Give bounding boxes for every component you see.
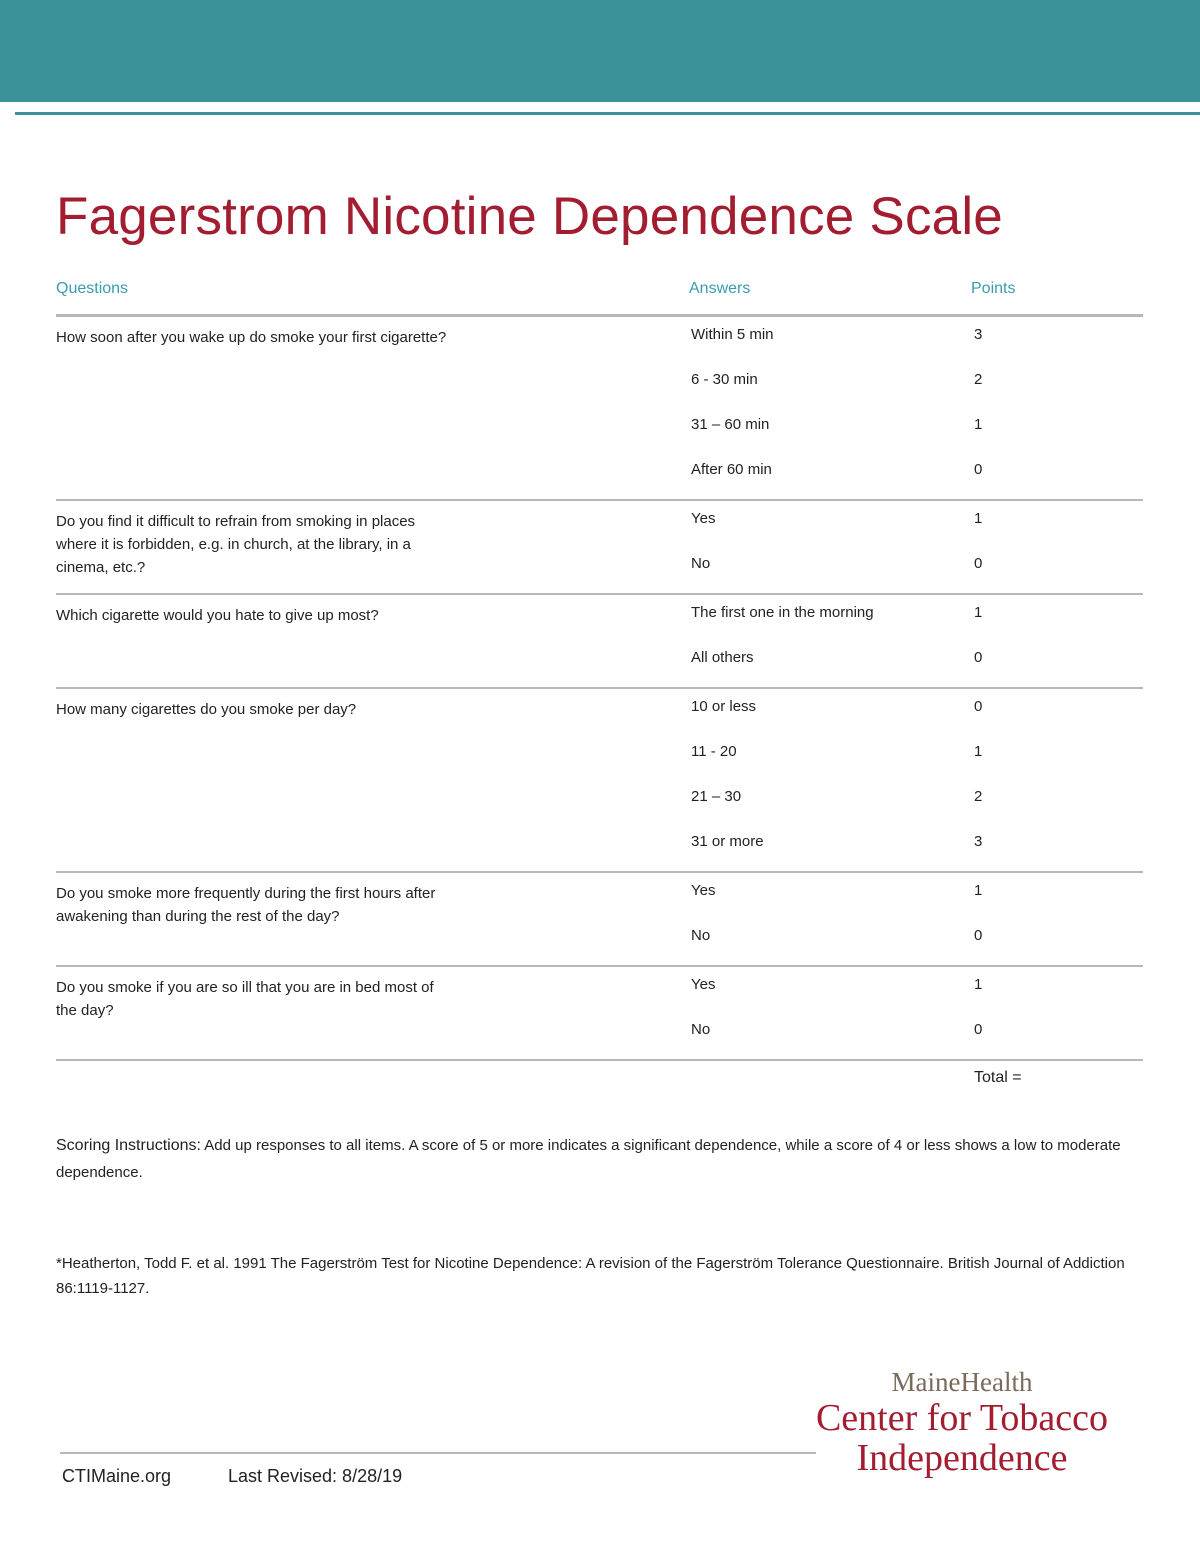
question-text: How many cigarettes do you smoke per day? [56, 701, 357, 718]
answer-row [56, 501, 1143, 546]
points-value: 3 [974, 833, 983, 850]
mainehealth-logo [812, 1366, 1112, 1478]
header-questions: Questions [56, 280, 129, 297]
answer-text: After 60 min [691, 461, 772, 478]
answer-text: All others [691, 649, 754, 666]
points-value: 0 [974, 698, 983, 715]
answer-row [56, 546, 1143, 591]
citation: *Heatherton, Todd F. et al. 1991 The Fagerström Test for Nicotine Dependence: A revision of the Fagerström Tolerance Questionnaire. British Journal of Addiction 86:1119-1127. [56, 1255, 1125, 1297]
answer-row [56, 873, 1143, 918]
answer-text: The first one in the morning [691, 604, 874, 621]
points-value: 1 [974, 510, 983, 527]
scoring-instructions [56, 1132, 1146, 1186]
answer-row [56, 689, 1143, 734]
points-value: 1 [974, 743, 983, 760]
answer-row [56, 452, 1143, 497]
question-text: Which cigarette would you hate to give up most? [56, 607, 379, 624]
question-text: Do you find it difficult to refrain from smoking in places where it is forbidden, e.g. in church, at the library, in a cinema, etc.? [56, 513, 416, 576]
header-points: Points [971, 280, 1016, 297]
answer-row [56, 1012, 1143, 1057]
points-value: 3 [974, 326, 983, 343]
footer-revised-date: Last Revised: 8/28/19 [228, 1466, 403, 1486]
answer-row [56, 595, 1143, 640]
answer-text: No [691, 555, 711, 572]
answer-text: Within 5 min [691, 326, 774, 343]
points-value: 1 [974, 604, 983, 621]
answer-text: 10 or less [691, 698, 757, 715]
total-label: Total = [974, 1069, 1022, 1086]
answer-row [56, 407, 1143, 452]
answer-row [56, 779, 1143, 824]
footer-website: CTIMaine.org [62, 1466, 172, 1486]
question-group [56, 595, 1143, 689]
points-value: 1 [974, 416, 983, 433]
scoring-label: Scoring Instructions: [56, 1137, 201, 1154]
scoring-text: Add up responses to all items. A score of 5 or more indicates a significant dependence, while a score of 4 or less shows a low to moderate dependence. [56, 1137, 1121, 1181]
question-text: How soon after you wake up do smoke your first cigarette? [56, 329, 447, 346]
points-value: 0 [974, 649, 983, 666]
total-row [56, 1061, 1143, 1101]
points-value: 0 [974, 927, 983, 944]
question-group [56, 317, 1143, 501]
question-text: Do you smoke more frequently during the first hours after awakening than during the rest of the day? [56, 885, 436, 925]
answer-text: 21 – 30 [691, 788, 742, 805]
answer-row [56, 734, 1143, 779]
answer-text: Yes [691, 882, 716, 899]
question-group [56, 967, 1143, 1061]
page-title: Fagerstrom Nicotine Dependence Scale [56, 187, 1003, 246]
points-value: 0 [974, 461, 983, 478]
header-band [0, 0, 1200, 102]
points-value: 0 [974, 555, 983, 572]
answer-text: No [691, 927, 711, 944]
answer-row [56, 824, 1143, 869]
points-value: 1 [974, 976, 983, 993]
answer-row [56, 640, 1143, 685]
question-group [56, 873, 1143, 967]
answer-text: 6 - 30 min [691, 371, 758, 388]
answer-text: Yes [691, 510, 716, 527]
header-answers: Answers [689, 280, 751, 297]
logo-line-mainehealth: MaineHealth [891, 1367, 1033, 1397]
question-group [56, 501, 1143, 595]
scale-table [56, 276, 1143, 1101]
points-value: 1 [974, 882, 983, 899]
points-value: 2 [974, 371, 983, 388]
table-header [56, 276, 1143, 317]
question-text: Do you smoke if you are so ill that you are in bed most of the day? [56, 979, 434, 1019]
points-value: 2 [974, 788, 983, 805]
answer-row [56, 317, 1143, 362]
question-group [56, 689, 1143, 873]
points-value: 0 [974, 1021, 983, 1038]
logo-line-independence: Independence [856, 1437, 1068, 1479]
footer-rule [60, 1452, 816, 1454]
answer-text: Yes [691, 976, 716, 993]
answer-text: 31 or more [691, 833, 764, 850]
answer-row [56, 918, 1143, 963]
answer-text: 11 - 20 [691, 743, 737, 760]
logo-line-center: Center for Tobacco [815, 1397, 1109, 1439]
answer-row [56, 362, 1143, 407]
answer-row [56, 967, 1143, 1012]
answer-text: No [691, 1021, 711, 1038]
answer-text: 31 – 60 min [691, 416, 770, 433]
header-rule [15, 112, 1200, 115]
